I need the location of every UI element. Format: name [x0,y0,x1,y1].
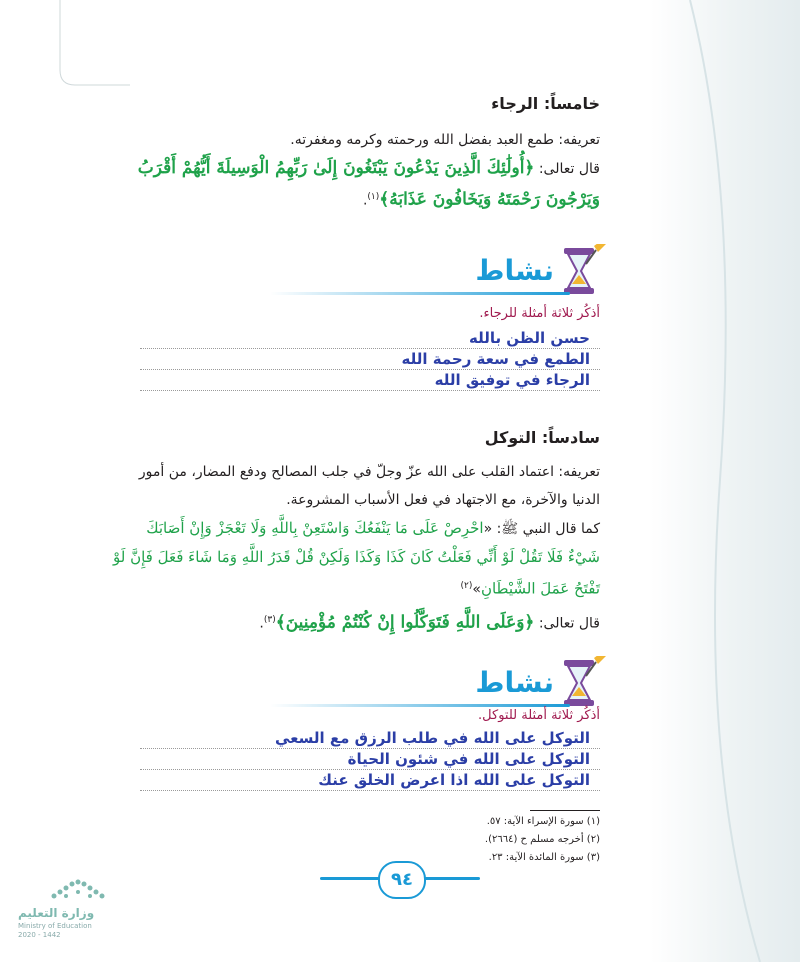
ministry-year: 2020 - 1442 [18,931,61,939]
hadith-close: » [472,581,481,598]
period: . [362,192,368,209]
footnote-ref: (١) [367,192,380,202]
answer-line[interactable] [140,749,600,770]
definition-tawakkul: تعريفه: اعتماد القلب على الله عزّ وجلّ في جلب المصالح ودفع المضار، من أمور الدنيا والآخرة، مع الاجتهاد في فعل الأسباب المشروعة. [138,464,600,508]
verse-rajaa [110,154,600,215]
footnote: (١) سورة الإسراء الآية: ٥٧. [486,816,600,827]
ministry-name: وزارة التعليم [18,906,95,920]
answer-text: التوكل على الله اذا اعرض الخلق عنك [318,771,590,789]
verse-tawakkul [110,606,600,638]
page-number-rule-left [320,877,380,880]
main-content [110,0,600,962]
activity-label: نشاط [475,666,554,699]
verse-intro: قال تعالى: [534,161,600,177]
page-number-rule-right [420,877,480,880]
page-number-badge [320,858,480,898]
section-heading-rajaa: خامساً: الرجاء [491,94,600,113]
answer-text: الرجاء في توفيق الله [434,371,590,389]
activity-underline [270,292,570,295]
period: . [259,615,264,632]
footnote-divider [530,810,600,811]
hadith-intro: كما قال النبي ﷺ: « [483,521,600,537]
answer-text: التوكل على الله في طلب الرزق مع السعي [275,729,590,747]
hadith-paragraph [110,514,600,604]
activity-prompt: أذكُر ثلاثة أمثلة للرجاء. [479,306,600,321]
activity-prompt: أذكُر ثلاثة أمثلة للتوكل. [478,708,600,723]
ministry-emblem-icon [48,878,108,904]
activity-underline [270,704,570,707]
footnote: (٣) سورة المائدة الآية: ٢٣. [488,852,600,863]
quran-verse: ﴿وَعَلَى اللَّهِ فَتَوَكَّلُوا إِنْ كُنْتُمْ مُؤْمِنِينَ﴾ [275,612,535,633]
ministry-subtitle: Ministry of Education [18,922,92,930]
hadith-text: احْرِصْ عَلَى مَا يَنْفَعُكَ وَاسْتَعِنْ بِاللَّهِ وَلَا تَعْجَزْ وَإِنْ أَصَابَكَ شَيْءٌ فَلَا تَقُلْ لَوْ أَنِّي فَعَلْتُ كَانَ كَذَا وَكَذَا وَلَكِنْ قُلْ قَدَرُ اللَّهِ وَمَا شَاءَ فَعَلَ فَإِنَّ لَوْ تَفْتَحُ عَمَلَ الشَّيْطَانِ [113,519,600,598]
verse-intro: قال تعالى: [534,615,600,632]
answer-line[interactable] [140,370,600,391]
answer-text: حسن الظن بالله [468,329,590,347]
footnote-ref: (٣) [263,615,276,625]
ministry-logo [18,878,128,938]
answer-line[interactable] [140,770,600,791]
section-heading-tawakkul: سادساً: التوكل [484,428,600,447]
answer-line[interactable] [140,728,600,749]
activity-label: نشاط [475,254,554,287]
quran-verse: ﴿أُولَٰئِكَ الَّذِينَ يَدْعُونَ يَبْتَغُونَ إِلَىٰ رَبِّهِمُ الْوَسِيلَةَ أَيُّهُمْ أَقْرَبُ وَيَرْجُونَ رَحْمَتَهُ وَيَخَافُونَ عَذَابَهُ﴾ [137,158,600,210]
footnote: (٢) أخرجه مسلم ح (٢٦٦٤). [484,834,600,845]
answer-text: التوكل على الله في شئون الحياة [347,750,590,768]
answer-list [140,728,600,791]
activity-banner [250,244,610,304]
page-number: ٩٤ [378,861,426,899]
answer-line[interactable] [140,328,600,349]
definition-rajaa: تعريفه: طمع العبد بفضل الله ورحمته وكرمه ومغفرته. [290,132,600,148]
activity-banner [250,656,610,716]
answer-text: الطمع في سعة رحمة الله [401,350,590,368]
answer-line[interactable] [140,349,600,370]
footnote-ref: (٢) [460,581,473,591]
answer-list [140,328,600,391]
